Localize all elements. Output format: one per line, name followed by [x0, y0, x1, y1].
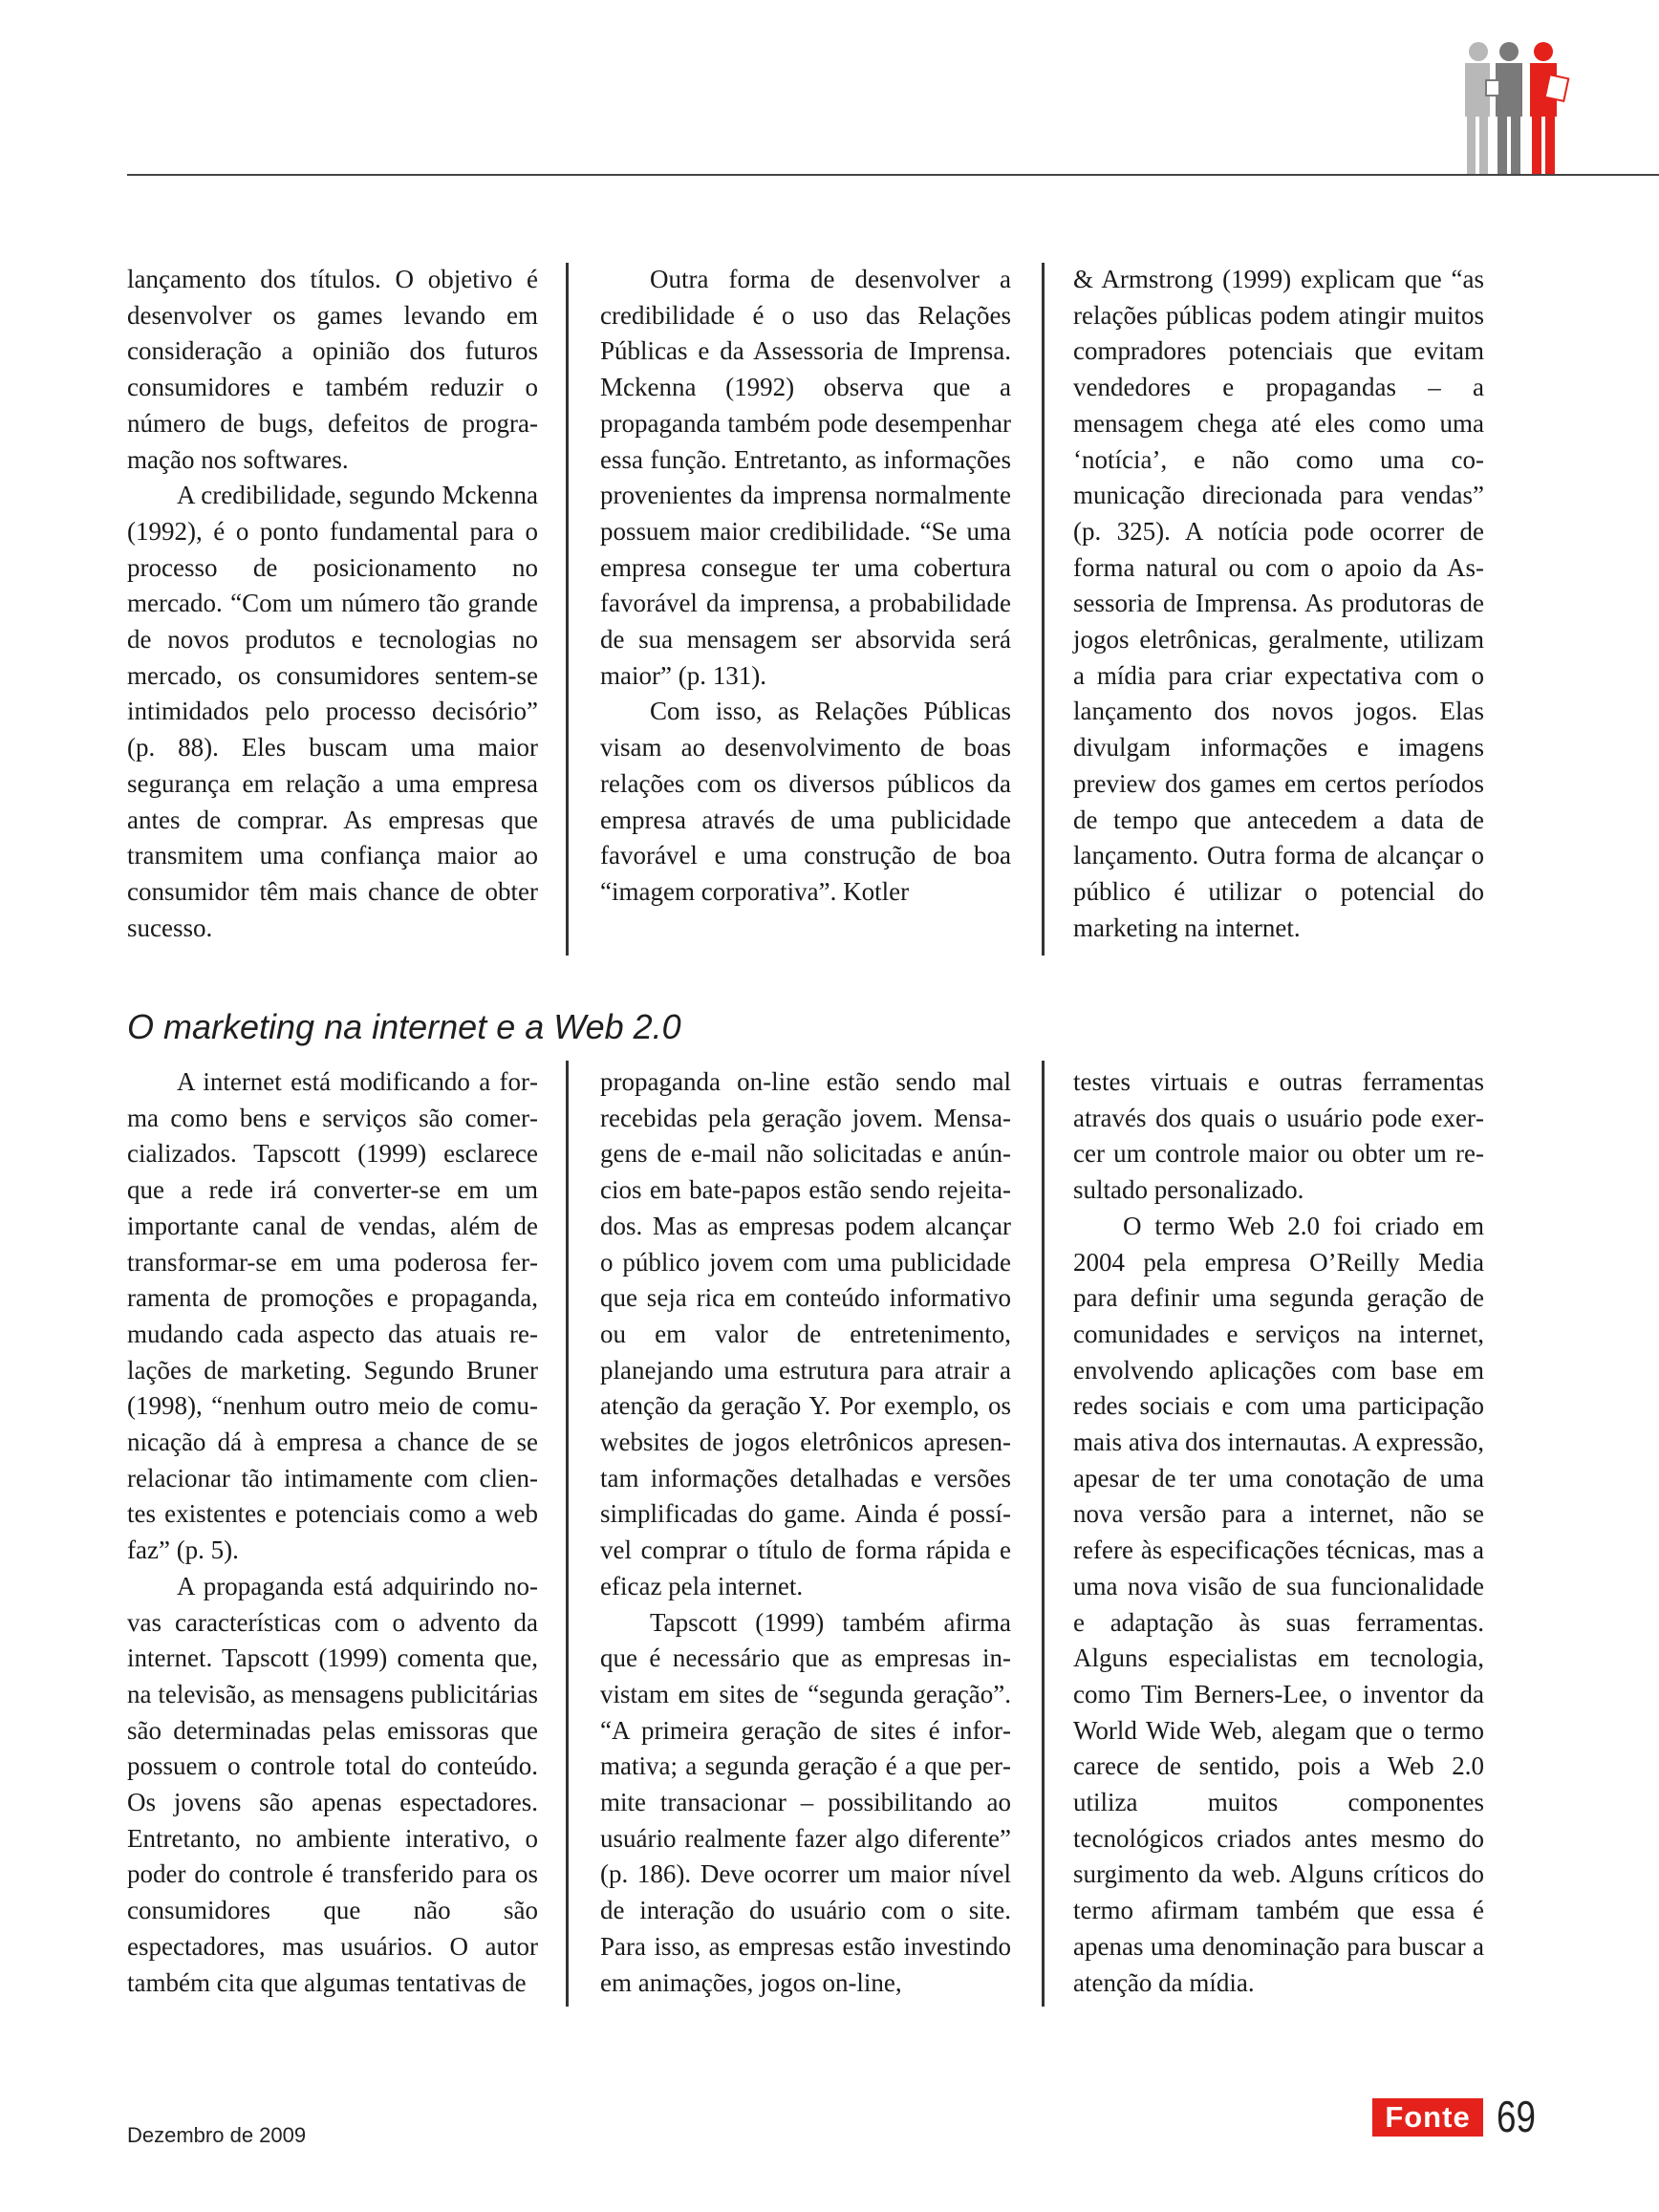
paragraph: A credibilidade, segundo Mckenna (1992), é o ponto fundamental para o processo de posicionamento no mercado. “Com um número tão grande de novos produtos e tecnologias no mercado, os consumidores sentem-se intimidados pelo processo decisório” (p. 88). Eles buscam uma maior segurança em relação a uma empresa antes de comprar. As empresas que transmitem uma confiança maior ao consumidor têm mais chance de obter sucesso.	[127, 481, 538, 942]
column-divider	[1042, 263, 1045, 956]
top-column-1	[127, 262, 538, 946]
column-divider	[1042, 1061, 1045, 2007]
magazine-logo: Fonte	[1372, 2098, 1483, 2137]
section-title: O marketing na internet e a Web 2.0	[127, 1007, 681, 1046]
paragraph: A internet está modificando a forma como bens e serviços são comercializados. Tapscott (1999) esclarece que a rede irá converter-se em um importante canal de vendas, além de transformar-se em uma poderosa ferramenta de promoções e propaganda, mudando cada aspecto das atuais relações de marketing. Segundo Bruner (1998), “nenhum outro meio de comunicação dá à empresa a chance de se relacionar tão intimamente com clientes existentes e potenciais como a web faz” (p. 5).	[127, 1067, 538, 1565]
top-column-3	[1073, 262, 1484, 946]
issue-date: Dezembro de 2009	[127, 2123, 307, 2147]
paragraph: & Armstrong (1999) explicam que “as relações públicas podem atingir muitos compradores potenciais que evitam vendedores e propagandas – a mensagem chega até eles como uma ‘notícia’, e não como uma comunicação direcionada para vendas” (p. 325). A notícia pode ocorrer de forma natural ou com o apoio da Assessoria de Imprensa. As produtoras de jogos eletrônicas, geralmente, utilizam a mídia para criar expectativa com o lançamento dos novos jogos. Elas divulgam informações e imagens preview dos games em certos períodos de tempo que antecedem a data de lançamento. Outra forma de alcançar o público é utilizar o potencial do marketing na internet.	[1073, 265, 1484, 942]
bottom-column-3	[1073, 1064, 1484, 2001]
paragraph: A propaganda está adquirindo novas características com o advento da internet. Tapscott (1999) comenta que, na televisão, as mensagens publicitárias são determinadas pelas emissoras que possuem o controle total do conteúdo. Os jovens são apenas espectadores. Entretanto, no ambiente interativo, o poder do controle é transferido para os consumidores que não são espectadores, mas usuários. O autor também cita que algumas tentativas de	[127, 1571, 538, 1997]
column-divider	[566, 1061, 569, 2007]
bottom-column-2	[600, 1064, 1011, 2001]
top-column-2	[600, 262, 1011, 911]
header-rule	[127, 174, 1659, 176]
column-divider	[566, 263, 569, 956]
paragraph: testes virtuais e outras ferramentas através dos quais o usuário pode exercer um controle maior ou obter um resultado personalizado.	[1073, 1067, 1484, 1205]
three-people-icon	[1448, 38, 1586, 177]
paragraph: Com isso, as Relações Públicas visam ao desenvolvimento de boas relações com os diversos públicos da empresa através de uma publicidade favorável e uma construção de boa “imagem corporativa”. Kotler	[600, 697, 1011, 906]
page-number: 69	[1497, 2092, 1536, 2141]
paragraph: propaganda on-line estão sendo mal recebidas pela geração jovem. Mensagens de e-mail não solicitadas e anúncios em bate-papos estão sendo rejeitados. Mas as empresas podem alcançar o público jovem com uma publicidade que seja rica em conteúdo informativo ou em valor de entretenimento, planejando uma estrutura para atrair a atenção da geração Y. Por exemplo, os websites de jogos eletrônicos apresentam informações detalhadas e versões simplificadas do game. Ainda é possível comprar o título de forma rápida e eficaz pela internet.	[600, 1067, 1011, 1600]
paragraph: lançamento dos títulos. O objetivo é desenvolver os games levando em consideração a opinião dos futuros consumidores e também reduzir o número de bugs, defeitos de programação nos softwares.	[127, 265, 538, 474]
bottom-column-1	[127, 1064, 538, 2001]
paragraph: Outra forma de desenvolver a credibilidade é o uso das Relações Públicas e da Assessoria de Imprensa. Mckenna (1992) observa que a propaganda também pode desempenhar essa função. Entretanto, as informações provenientes da imprensa normalmente possuem maior credibilidade. “Se uma empresa consegue ter uma cobertura favorável da imprensa, a probabilidade de sua mensagem ser absorvida será maior” (p. 131).	[600, 265, 1011, 690]
paragraph: Tapscott (1999) também afirma que é necessário que as empresas invistam em sites de “segunda geração”. “A primeira geração de sites é informativa; a segunda geração é a que permite transacionar – possibilitando ao usuário realmente fazer algo diferente” (p. 186). Deve ocorrer um maior nível de interação do usuário com o site. Para isso, as empresas estão investindo em animações, jogos on-line,	[600, 1607, 1011, 1997]
paragraph: O termo Web 2.0 foi criado em 2004 pela empresa O’Reilly Media para definir uma segunda geração de comunidades e serviços na internet, envolvendo aplicações com base em redes sociais e com uma participação mais ativa dos internautas. A expressão, apesar de ter uma conotação de uma nova versão para a internet, não se refere às especificações técnicas, mas a uma nova visão de sua funcionalidade e adaptação às suas ferramentas. Alguns especialistas em tecnologia, como Tim Berners-Lee, o inventor da World Wide Web, alegam que o termo carece de sentido, pois a Web 2.0 utiliza muitos componentes tecnológicos criados antes mesmo do surgimento da web. Alguns críticos do termo afirmam também que essa é apenas uma denominação para buscar a atenção da mídia.	[1073, 1211, 1484, 1997]
